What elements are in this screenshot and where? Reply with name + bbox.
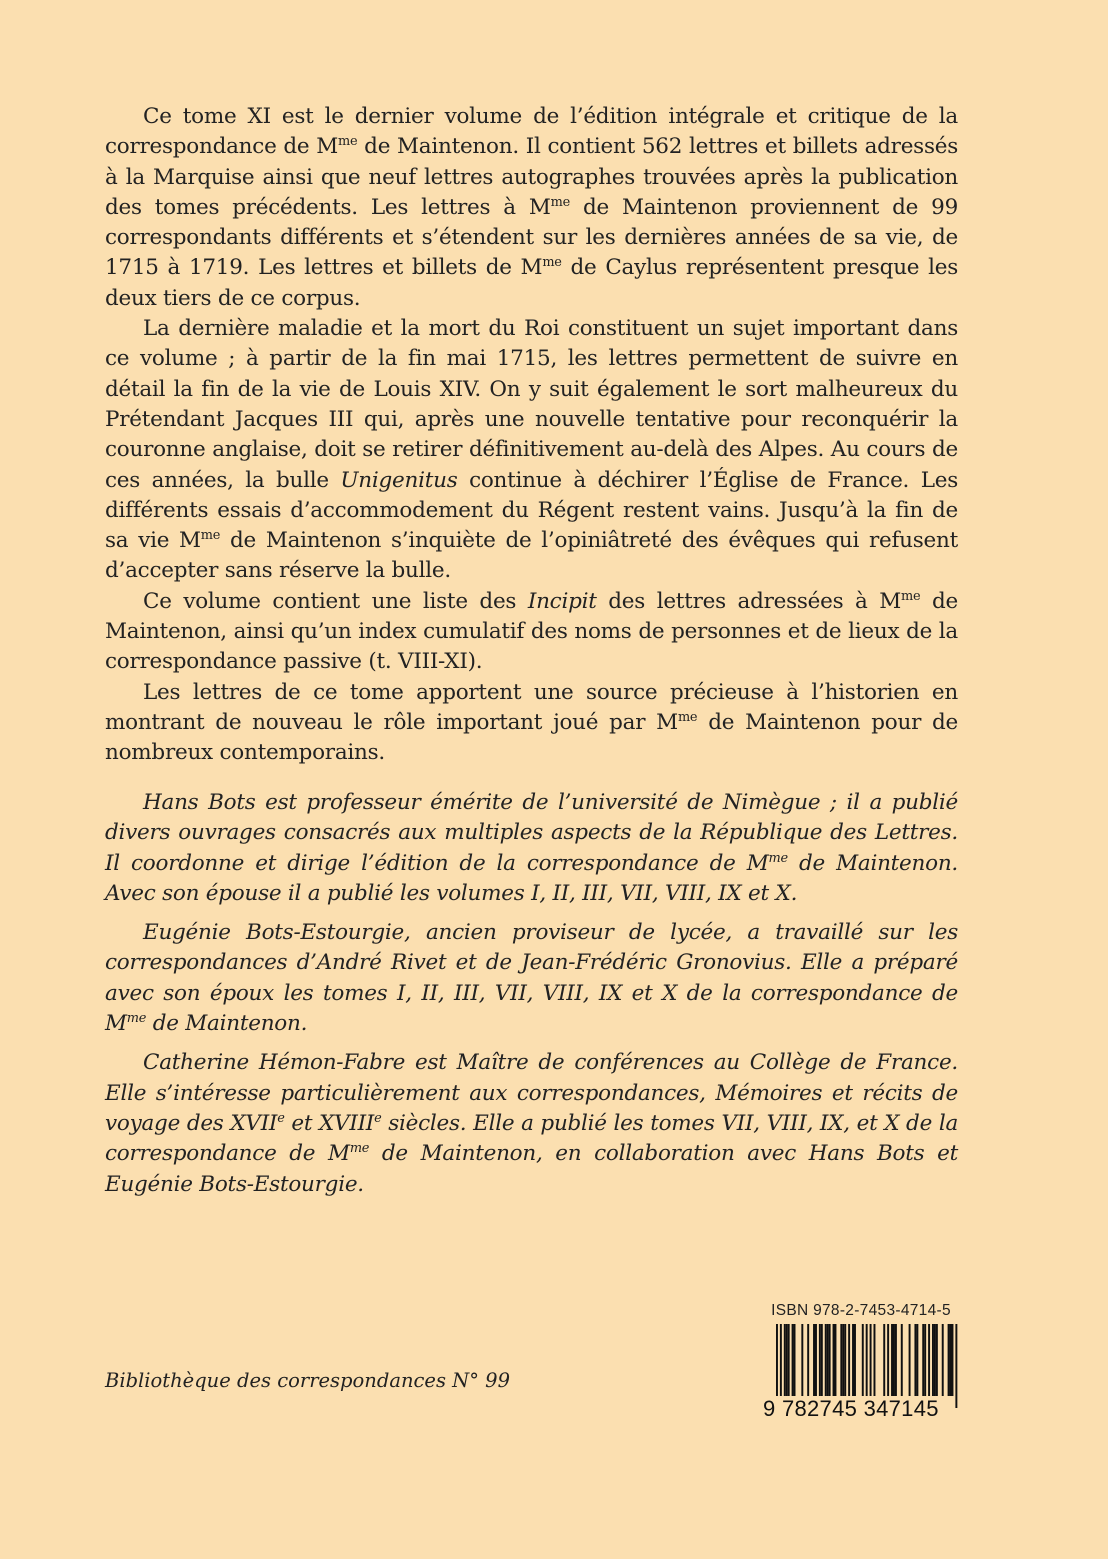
barcode-bar <box>821 1324 823 1396</box>
barcode-bar <box>835 1324 837 1396</box>
summary-paragraph: Ce tome XI est le dernier volume de l’édition intégrale et critique de la correspondance de $M^{me}$ de Maintenon. Il contient 562 lettres et billets adressés à la Marquise ainsi que neuf lettres autographes trouvées après la publication des tomes précédents. Les lettres à $M^{me}$ de Maintenon proviennent de 99 correspondants différents et s’étendent sur les dernières années de sa vie, de 1715 à 1719. Les lettres et billets de $M^{me}$ de Caylus représentent presque les deux tiers de ce corpus. <box>105 104 959 311</box>
barcode-bar <box>942 1324 944 1396</box>
barcode-bar <box>922 1324 924 1396</box>
barcode-bar <box>934 1324 936 1396</box>
barcode-bar <box>862 1324 864 1396</box>
barcode-bar <box>829 1324 831 1396</box>
barcode-bar <box>842 1324 844 1396</box>
barcode-bar <box>807 1324 809 1396</box>
author-bios <box>105 788 958 1209</box>
barcode-digits: 9 782745 347145 <box>763 1396 942 1422</box>
barcode-bar <box>819 1324 821 1396</box>
barcode-bar <box>833 1324 835 1396</box>
barcode-bar <box>788 1324 790 1396</box>
barcode-bar <box>792 1324 794 1396</box>
barcode-bar <box>950 1324 952 1396</box>
isbn-label: ISBN 978-2-7453-4714-5 <box>771 1302 951 1319</box>
barcode-bar <box>909 1324 911 1396</box>
summary-paragraph: Ce volume contient une liste des Incipit des lettres adressées à $M^{me}$ de Maintenon, ainsi qu’un index cumulatif des noms de personnes et de lieux de la correspondance passive (t. VIII-XI). <box>105 588 958 675</box>
summary-text <box>105 102 958 769</box>
barcode-bar <box>784 1324 786 1396</box>
barcode-bar <box>928 1324 930 1396</box>
barcode-bar <box>852 1324 854 1396</box>
barcode-bar <box>952 1324 954 1396</box>
barcode-bar <box>887 1324 889 1396</box>
barcode-bar <box>924 1324 926 1396</box>
barcode-bar <box>827 1324 829 1396</box>
barcode-bar <box>955 1324 957 1408</box>
summary-paragraph: Les lettres de ce tome apportent une source précieuse à l’historien en montrant de nouveau le rôle important joué par $M^{me}$ de Maintenon pour de nombreux contemporains. <box>105 679 959 766</box>
barcode-bar <box>813 1324 815 1396</box>
barcode-bar <box>914 1324 916 1396</box>
barcode-bar <box>844 1324 846 1396</box>
barcode-bar <box>891 1324 893 1396</box>
barcode-bar <box>948 1324 950 1396</box>
barcode-bar <box>840 1324 842 1396</box>
barcode-bar <box>848 1324 850 1396</box>
barcode-bar <box>895 1324 897 1396</box>
bio-paragraph: Eugénie Bots-Estourgie, ancien proviseur de lycée, a travaillé sur les correspondances d’André Rivet et de Jean-Frédéric Gronovius. Elle a préparé avec son époux les tomes I, II, III, VII, VIII, IX et X de la correspondance de $M^{me}$ de Maintenon. <box>105 920 958 1037</box>
bio-paragraph: Hans Bots est professeur émérite de l’université de Nimègue ; il a publié divers ouvrages consacrés aux multiples aspects de la République des Lettres. Il coordonne et dirige l’édition de la correspondance de $M^{me}$ de Maintenon. Avec son épouse il a publié les volumes I, II, III, VII, VIII, IX et X. <box>105 790 959 906</box>
barcode-bar <box>801 1324 803 1396</box>
barcode-bar <box>815 1324 817 1396</box>
bio-paragraph: Catherine Hémon-Fabre est Maître de conférences au Collège de France. Elle s’intéresse particulièrement aux correspondances, Mémoires et récits de voyage des XVIIe et XVIIIe siècles. Elle a publié les tomes VII, VIII, IX, et X de la correspondance de $M^{me}$ de Maintenon, en collaboration avec Hans Bots et Eugénie Bots-Estourgie. <box>105 1050 959 1197</box>
barcode-bar <box>794 1324 796 1396</box>
barcode-bar <box>901 1324 903 1396</box>
series-title: Bibliothèque des correspondances N° 99 <box>105 1369 510 1392</box>
barcode-bar <box>893 1324 895 1396</box>
barcode-bar <box>936 1324 938 1396</box>
barcode-bar <box>786 1324 788 1396</box>
barcode-bar <box>932 1324 934 1396</box>
barcode-bar <box>854 1324 856 1396</box>
summary-paragraph: La dernière maladie et la mort du Roi constituent un sujet important dans ce volume ; à partir de la fin mai 1715, les lettres permettent de suivre en détail la fin de la vie de Louis XIV. On y suit également le sort malheureux du Prétendant Jacques III qui, après une nouvelle tentative pour reconquérir la couronne anglaise, doit se retirer définitivement au-delà des Alpes. Au cours de ces années, la bulle Unigenitus continue à déchirer l’Église de France. Les différents essais d’accommodement du Régent restent vains. Jusqu’à la fin de sa vie $M^{me}$ de Maintenon s’inquiète de l’opiniâtreté des évêques qui refusent d’accepter sans réserve la bulle. <box>105 316 959 584</box>
barcode-bar <box>825 1324 827 1396</box>
barcode-bar <box>916 1324 918 1396</box>
barcode-bar <box>874 1324 876 1396</box>
isbn-barcode <box>763 1302 959 1420</box>
barcode-bar <box>883 1324 885 1396</box>
